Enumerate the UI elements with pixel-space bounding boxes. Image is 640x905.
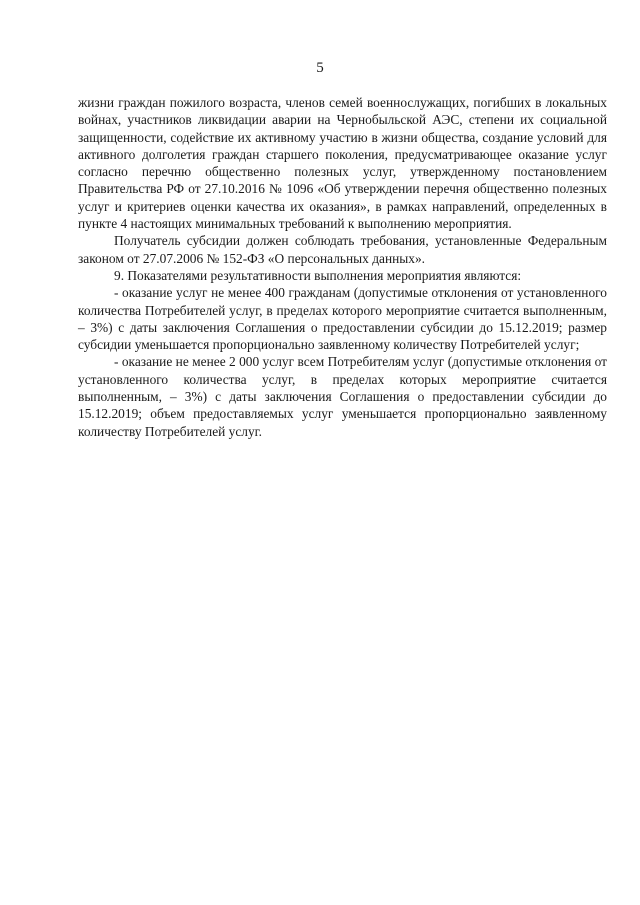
paragraph-personal-data: Получатель субсидии должен соблюдать требования, установленные Федеральным законом от 27.07.2006 № 152-ФЗ «О персональных данных». <box>78 233 607 266</box>
page-number: 5 <box>316 60 324 76</box>
paragraph-indicators-heading: 9. Показателями результативности выполнения мероприятия являются: <box>114 267 522 283</box>
list-item-citizens: - оказание услуг не менее 400 гражданам (допустимые отклонения от установленного количества Потребителей услуг, в пределах которого мероприятие считается выполненным, – 3%) с даты заключения Соглашения о предоставлении субсидии до 15.12.2019; размер субсидии уменьшается пропорционально заявленному количеству Потребителей услуг; <box>78 285 607 353</box>
paragraph-continuation: жизни граждан пожилого возраста, членов семей военнослужащих, погибших в локальных войнах, участников ликвидации аварии на Чернобыльской АЭС, степени их социальной защищенности, содействие их активному участию в жизни общества, создание условий для активного долголетия граждан старшего поколения, предусматривающее оказание услуг согласно перечню общественно полезных услуг, утвержденному постановлением Правительства РФ от 27.10.2016 № 1096 «Об утверждении перечня общественно полезных услуг и критериев оценки качества их оказания», в рамках направлений, определенных в пункте 4 настоящих минимальных требований к выполнению мероприятия. <box>78 95 607 232</box>
list-item-services: - оказание не менее 2 000 услуг всем Потребителям услуг (допустимые отклонения от установленного количества услуг, в пределах которых мероприятие считается выполненным, – 3%) с даты заключения Соглашения о предоставлении субсидии до 15.12.2019; объем предоставляемых услуг уменьшается пропорционально заявленному количеству Потребителей услуг. <box>78 354 607 439</box>
document-body <box>78 94 607 440</box>
